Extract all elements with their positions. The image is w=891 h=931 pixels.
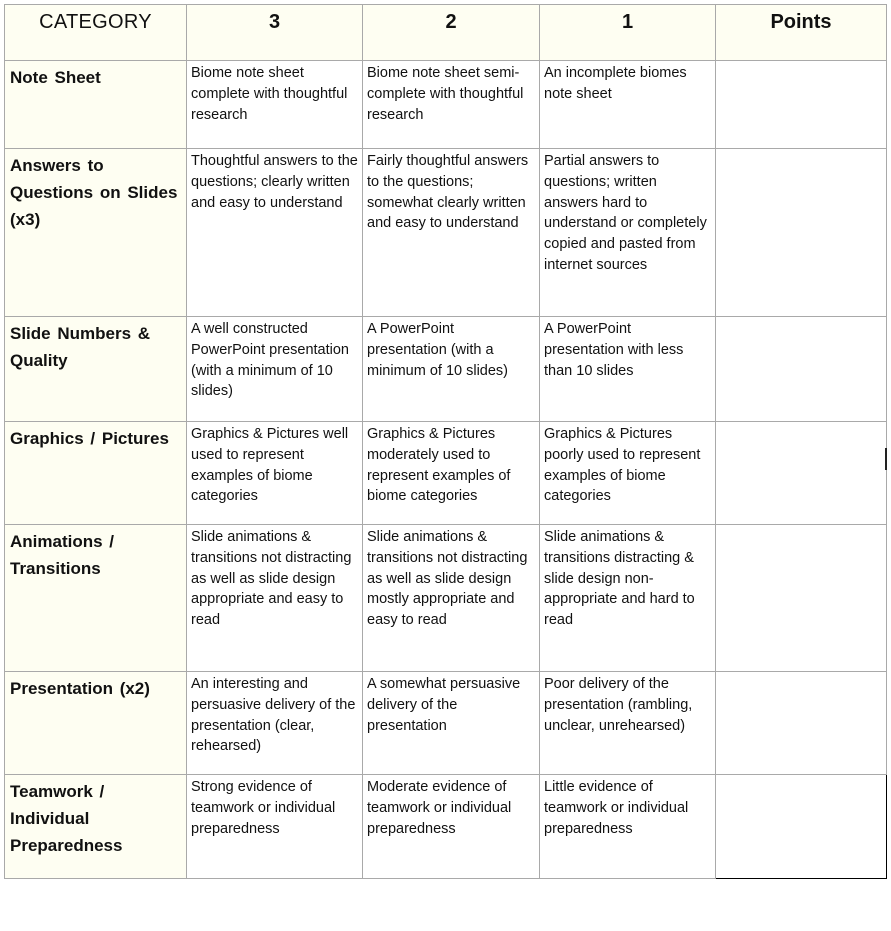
rubric-table (4, 4, 887, 879)
header-score-1: 1 (540, 5, 716, 61)
points-cell[interactable] (716, 525, 887, 672)
points-cell[interactable] (716, 149, 887, 317)
rubric-row-teamwork (5, 775, 887, 879)
points-cell[interactable] (716, 775, 887, 879)
category-cell: Teamwork / Individual Preparedness (5, 775, 187, 879)
header-score-2: 2 (363, 5, 540, 61)
header-points: Points (716, 5, 887, 61)
category-cell: Slide Numbers & Quality (5, 317, 187, 422)
text-cursor (885, 448, 887, 470)
category-cell: Answers to Questions on Slides (x3) (5, 149, 187, 317)
score-1-cell: An incomplete biomes note sheet (540, 61, 716, 149)
points-cell[interactable] (716, 422, 887, 525)
header-score-3: 3 (187, 5, 363, 61)
score-1-cell: Poor delivery of the presentation (rambling, unclear, unrehearsed) (540, 672, 716, 775)
score-1-cell: A PowerPoint presentation with less than 10 slides (540, 317, 716, 422)
score-1-cell: Partial answers to questions; written answers hard to understand or completely copied and pasted from internet sources (540, 149, 716, 317)
score-2-cell: Graphics & Pictures moderately used to represent examples of biome categories (363, 422, 540, 525)
score-2-cell: Biome note sheet semi-complete with thoughtful research (363, 61, 540, 149)
score-1-cell: Little evidence of teamwork or individual preparedness (540, 775, 716, 879)
score-3-cell: Thoughtful answers to the questions; clearly written and easy to understand (187, 149, 363, 317)
category-cell: Graphics / Pictures (5, 422, 187, 525)
score-3-cell: A well constructed PowerPoint presentation (with a minimum of 10 slides) (187, 317, 363, 422)
score-1-cell: Graphics & Pictures poorly used to represent examples of biome categories (540, 422, 716, 525)
header-row (5, 5, 887, 61)
score-1-cell: Slide animations & transitions distracting & slide design non-appropriate and hard to read (540, 525, 716, 672)
rubric-row-animations (5, 525, 887, 672)
score-3-cell: An interesting and persuasive delivery of the presentation (clear, rehearsed) (187, 672, 363, 775)
score-3-cell: Graphics & Pictures well used to represent examples of biome categories (187, 422, 363, 525)
header-category: CATEGORY (5, 5, 187, 61)
score-2-cell: A PowerPoint presentation (with a minimum of 10 slides) (363, 317, 540, 422)
points-cell[interactable] (716, 672, 887, 775)
category-cell: Animations / Transitions (5, 525, 187, 672)
score-2-cell: A somewhat persuasive delivery of the presentation (363, 672, 540, 775)
rubric-row-note-sheet (5, 61, 887, 149)
points-cell[interactable] (716, 317, 887, 422)
score-3-cell: Slide animations & transitions not distracting as well as slide design appropriate and easy to read (187, 525, 363, 672)
rubric-row-presentation (5, 672, 887, 775)
rubric-row-graphics (5, 422, 887, 525)
category-cell: Presentation (x2) (5, 672, 187, 775)
score-2-cell: Moderate evidence of teamwork or individual preparedness (363, 775, 540, 879)
score-2-cell: Fairly thoughtful answers to the questions; somewhat clearly written and easy to understand (363, 149, 540, 317)
category-cell: Note Sheet (5, 61, 187, 149)
rubric-row-answers (5, 149, 887, 317)
score-3-cell: Biome note sheet complete with thoughtful research (187, 61, 363, 149)
rubric-row-slide-numbers (5, 317, 887, 422)
score-3-cell: Strong evidence of teamwork or individual preparedness (187, 775, 363, 879)
score-2-cell: Slide animations & transitions not distracting as well as slide design mostly appropriate and easy to read (363, 525, 540, 672)
points-cell[interactable] (716, 61, 887, 149)
